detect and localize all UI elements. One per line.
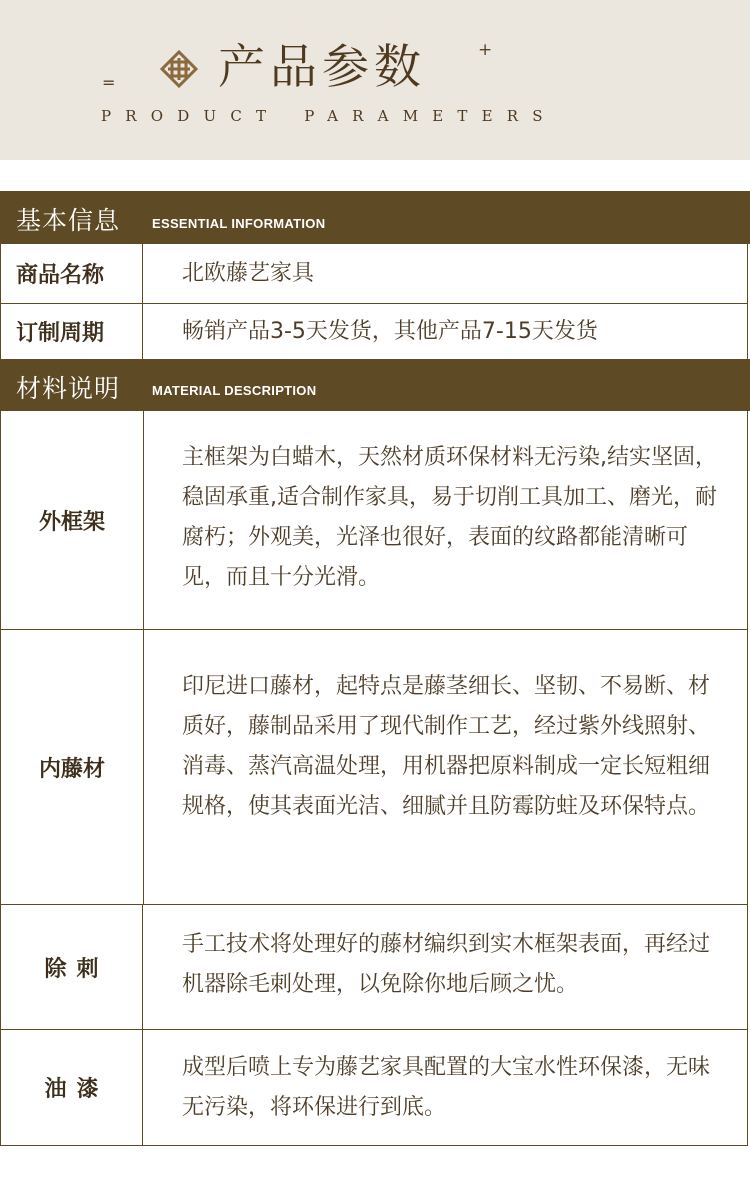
row-value: 印尼进口藤材，起特点是藤茎细长、坚韧、不易断、材质好，藤制品采用了现代制作工艺，经过紫外线照射、消毒、蒸汽高温处理，用机器把原料制成一定长短粗细规格，使其表面光洁、细腻并且防霉防蛀及环保特点。 (182, 674, 711, 819)
row-value: 手工技术将处理好的藤材编织到实木框架表面，再经过机器除毛刺处理，以免除你地后顾之忧。 (182, 932, 711, 997)
row-label: 油漆 (1, 1030, 143, 1145)
subtitle-word-product: PRODUCT (101, 107, 281, 125)
row-value: 北欧藤艺家具 (182, 260, 315, 286)
section-title-en: MATERIAL DESCRIPTION (152, 383, 317, 398)
row-value: 畅销产品3-5天发货，其他产品7-15天发货 (182, 318, 598, 344)
row-label: 除刺 (1, 905, 143, 1029)
page-title: 产品参数 (218, 40, 426, 95)
subtitle-word-parameters: PARAMETERS (304, 107, 557, 125)
lattice-knot-icon (158, 48, 200, 90)
equals-decoration: = (102, 73, 116, 92)
page-subtitle (101, 107, 557, 125)
section-title-en: ESSENTIAL INFORMATION (152, 216, 326, 231)
section-title-cn: 材料说明 (16, 374, 121, 403)
table-row-lead-time (0, 304, 748, 359)
table-row-product-name (0, 244, 748, 304)
header-banner (0, 0, 750, 160)
row-value: 成型后喷上专为藤艺家具配置的大宝水性环保漆，无味无污染，将环保进行到底。 (182, 1055, 711, 1120)
table-row-deburr (0, 905, 748, 1030)
row-label: 外框架 (1, 411, 144, 629)
table-row-rattan (0, 630, 748, 905)
section-title-cn: 基本信息 (16, 206, 121, 235)
row-label: 订制周期 (1, 304, 143, 359)
plus-decoration: + (478, 40, 493, 60)
section-header-basic-info (0, 191, 750, 244)
row-value: 主框架为白蜡木，天然材质环保材料无污染,结实坚固，稳固承重,适合制作家具，易于切削工具加工、磨光，耐腐朽；外观美，光泽也很好，表面的纹路都能清晰可见，而且十分光滑。 (182, 445, 717, 590)
table-row-paint (0, 1030, 748, 1146)
row-label: 商品名称 (1, 244, 143, 303)
section-header-material (0, 359, 750, 411)
row-label: 内藤材 (1, 630, 144, 904)
table-row-frame (0, 411, 748, 630)
